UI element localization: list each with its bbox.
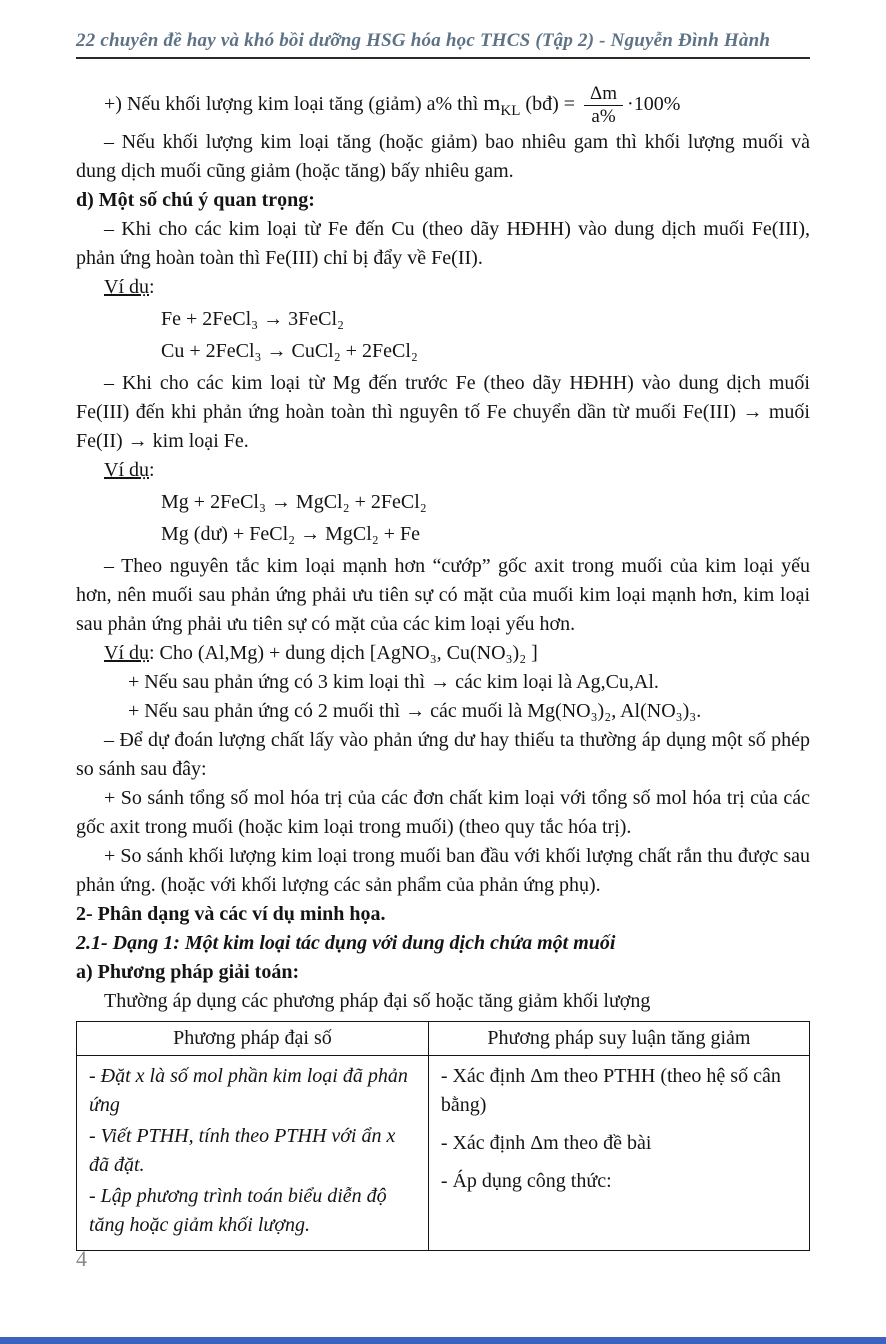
algebra-step-3: - Lập phương trình toán biểu diễn độ tăng hoặc giảm khối lượng. bbox=[89, 1184, 387, 1236]
example-label-3 bbox=[76, 639, 810, 668]
paragraph-compare-mass: + So sánh khối lượng kim loại trong muối ban đầu với khối lượng chất rắn thu được sau phản ứng. (hoặc với khối lượng các sản phẩm của phản ứng phụ). bbox=[76, 844, 810, 896]
table-body-row bbox=[77, 1055, 810, 1250]
table-cell-delta bbox=[428, 1055, 809, 1250]
paragraph-two-salts-case: + Nếu sau phản ứng có 2 muối thì → các muối là Mg(NO₃)₂, Al(NO₃)₃. bbox=[128, 699, 702, 722]
formula-times-100: ·100% bbox=[627, 92, 681, 115]
heading-section-2-1: 2.1- Dạng 1: Một kim loại tác dụng với dung dịch chứa một muối bbox=[76, 931, 616, 954]
paragraph-mass-note: – Nếu khối lượng kim loại tăng (hoặc giảm) bao nhiêu gam thì khối lượng muối và dung dịch muối cũng giảm (hoặc tăng) bấy nhiêu gam. bbox=[76, 130, 810, 182]
equation-fe-fecl3: Fe + 2FeCl₃ → 3FeCl₂ bbox=[161, 307, 345, 330]
fraction-numerator: Δm bbox=[584, 83, 623, 106]
equation-cu-fecl3: Cu + 2FeCl₃ → CuCl₂ + 2FeCl₂ bbox=[161, 339, 418, 362]
example-colon-1: : bbox=[149, 275, 155, 298]
delta-step-3: - Áp dụng công thức: bbox=[440, 1169, 612, 1192]
example-underlined-2: Ví dụ bbox=[104, 458, 149, 481]
paragraph-compare-mol: + So sánh tổng số mol hóa trị của các đơn chất kim loại với tổng số mol hóa trị của các gốc axit trong muối (hoặc kim loại trong muối) (theo quy tắc hóa trị). bbox=[76, 786, 810, 838]
delta-step-1: - Xác định Δm theo PTHH (theo hệ số cân bằng) bbox=[440, 1064, 781, 1116]
paragraph-predict-excess: – Để dự đoán lượng chất lấy vào phản ứng dư hay thiếu ta thường áp dụng một số phép so sánh sau đây: bbox=[76, 728, 810, 780]
paragraph-three-metals-case: + Nếu sau phản ứng có 3 kim loại thì → các kim loại là Ag,Cu,Al. bbox=[128, 670, 659, 693]
example-al-mg-agno3: : Cho (Al,Mg) + dung dịch [AgNO₃, Cu(NO₃)₂ ] bbox=[149, 641, 538, 664]
example-label-1 bbox=[76, 273, 810, 302]
page-header bbox=[76, 30, 810, 59]
fraction-denominator: a% bbox=[591, 105, 616, 127]
formula-bd-equals: (bđ) = bbox=[520, 92, 581, 115]
table-header-delta: Phương pháp suy luận tăng giảm bbox=[428, 1021, 809, 1055]
table-header-algebra: Phương pháp đại số bbox=[77, 1021, 429, 1055]
example-underlined-3: Ví dụ bbox=[104, 641, 149, 664]
heading-section-2: 2- Phân dạng và các ví dụ minh họa. bbox=[76, 902, 386, 925]
example-label-2 bbox=[76, 456, 810, 485]
formula-fraction bbox=[584, 83, 623, 128]
method-comparison-table bbox=[76, 1021, 810, 1251]
algebra-step-2: - Viết PTHH, tính theo PTHH với ẩn x đã đặt. bbox=[89, 1124, 396, 1176]
paragraph-fe-to-cu: – Khi cho các kim loại từ Fe đến Cu (theo dãy HĐHH) vào dung dịch muối Fe(III), phản ứng hoàn toàn thì Fe(III) chỉ bị đẩy về Fe(II). bbox=[76, 217, 810, 269]
paragraph-mass-formula bbox=[76, 83, 810, 128]
paragraph-method-intro: Thường áp dụng các phương pháp đại số hoặc tăng giảm khối lượng bbox=[104, 989, 651, 1012]
heading-method-a: a) Phương pháp giải toán: bbox=[76, 960, 300, 983]
formula-m-symbol: m bbox=[483, 89, 501, 115]
table-header-row bbox=[77, 1021, 810, 1055]
algebra-step-1: - Đặt x là số mol phần kim loại đã phản ứng bbox=[89, 1064, 408, 1116]
page-content bbox=[76, 83, 810, 1251]
equation-mg-fecl3: Mg + 2FeCl₃ → MgCl₂ + 2FeCl₂ bbox=[161, 490, 427, 513]
paragraph-strong-metal-rule: – Theo nguyên tắc kim loại mạnh hơn “cướp” gốc axit trong muối của kim loại yếu hơn, nên muối sau phản ứng phải ưu tiên sự có mặt của muối kim loại mạnh hơn, kim loại sau phản ứng phải ưu tiên sự có mặt của các kim loại yếu hơn. bbox=[76, 554, 810, 635]
formula-kl-subscript: KL bbox=[500, 102, 521, 119]
table-cell-algebra bbox=[77, 1055, 429, 1250]
equation-mg-du-fecl2: Mg (dư) + FeCl₂ → MgCl₂ + Fe bbox=[161, 522, 421, 545]
mkl-formula bbox=[483, 83, 681, 127]
delta-step-2: - Xác định Δm theo đề bài bbox=[440, 1131, 652, 1154]
running-header-title: 22 chuyên đề hay và khó bồi dưỡng HSG hóa học THCS (Tập 2) - Nguyễn Đình Hành bbox=[76, 30, 771, 51]
example-colon-2: : bbox=[149, 458, 155, 481]
formula-intro-text: +) Nếu khối lượng kim loại tăng (giảm) a% thì bbox=[104, 92, 484, 115]
paragraph-mg-before-fe: – Khi cho các kim loại từ Mg đến trước Fe (theo dãy HĐHH) vào dung dịch muối Fe(III) đến khi phản ứng hoàn toàn thì nguyên tố Fe chuyển dần từ muối Fe(III) → muối Fe(II) → kim loại Fe. bbox=[76, 371, 810, 452]
page-number: 4 bbox=[76, 1246, 87, 1271]
heading-important-notes: d) Một số chú ý quan trọng: bbox=[76, 188, 315, 211]
example-underlined-1: Ví dụ bbox=[104, 275, 149, 298]
page-edge-strip bbox=[0, 1337, 886, 1344]
